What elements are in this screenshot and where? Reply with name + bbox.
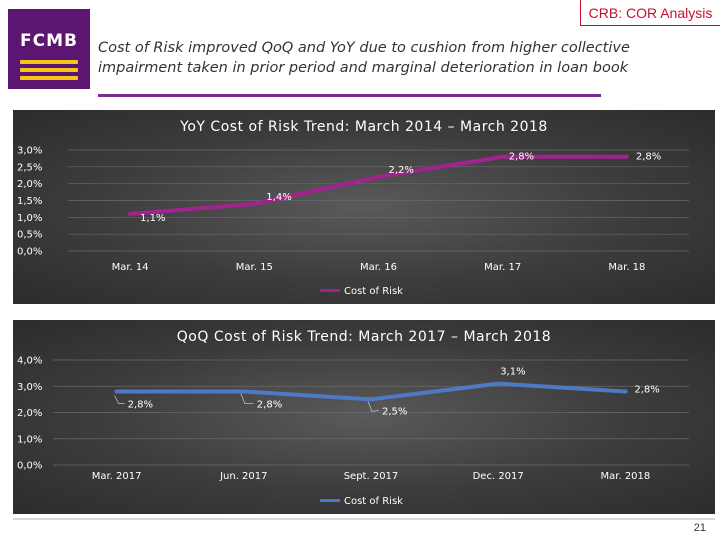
data-label-leader — [368, 401, 379, 411]
legend — [320, 286, 403, 297]
data-point — [242, 390, 246, 394]
data-point — [128, 212, 132, 216]
data-point — [369, 397, 373, 401]
y-tick-label: 3,0% — [17, 145, 43, 157]
section-tag: CRB: COR Analysis — [580, 0, 720, 26]
x-tick-label: Jun. 2017 — [220, 471, 268, 482]
qoq-chart-title: QoQ Cost of Risk Trend: March 2017 – March 2018 — [176, 329, 552, 345]
legend — [320, 496, 403, 507]
y-tick-label: 1,0% — [17, 434, 43, 446]
page-headline: Cost of Risk improved QoQ and YoY due to cushion from higher collective impairment taken in prior period and marginal deterioration in loan book — [98, 40, 630, 76]
x-tick-label: Mar. 14 — [111, 262, 149, 273]
data-label: 1,1% — [140, 212, 166, 224]
y-tick-label: 1,0% — [17, 212, 43, 224]
data-point — [501, 155, 505, 159]
data-label: 1,4% — [266, 191, 292, 203]
y-tick-label: 2,5% — [17, 162, 43, 174]
y-tick-label: 4,0% — [17, 355, 43, 367]
fcmb-logo — [8, 9, 90, 89]
data-point — [377, 175, 381, 179]
x-tick-label: Mar. 2017 — [91, 471, 142, 482]
x-tick-label: Dec. 2017 — [472, 471, 524, 482]
y-tick-label: 0,0% — [17, 460, 43, 472]
legend-label: Cost of Risk — [344, 496, 403, 507]
data-point — [625, 155, 629, 159]
x-tick-label: Mar. 18 — [608, 262, 646, 273]
data-label: 2,2% — [388, 164, 414, 176]
yoy-chart-panel — [13, 110, 715, 304]
qoq-chart-panel — [13, 320, 715, 514]
y-tick-label: 1,5% — [17, 196, 43, 207]
data-label: 2,8% — [256, 399, 283, 411]
y-tick-label: 2,0% — [17, 179, 43, 191]
data-point — [623, 390, 627, 394]
y-tick-label: 2,0% — [17, 408, 43, 419]
x-tick-label: Mar. 17 — [484, 262, 522, 273]
legend-label: Cost of Risk — [344, 286, 403, 297]
y-tick-label: 3,0% — [17, 381, 43, 393]
series-line-cost-of-risk — [130, 157, 627, 214]
data-label: 2,5% — [382, 406, 408, 418]
data-label: 2,8% — [635, 151, 662, 163]
logo-text: FCMB — [20, 31, 78, 51]
x-tick-label: Mar. 2018 — [600, 471, 651, 482]
title-underline — [98, 94, 601, 97]
footer-rule — [13, 518, 715, 520]
yoy-chart-title: YoY Cost of Risk Trend: March 2014 – March 2018 — [180, 119, 548, 135]
logo-stripe — [20, 60, 78, 64]
data-label: 2,8% — [508, 151, 535, 163]
x-tick-label: Mar. 15 — [235, 262, 273, 273]
data-label: 2,8% — [127, 399, 154, 411]
x-tick-label: Sept. 2017 — [343, 471, 399, 482]
data-point — [252, 202, 256, 206]
y-tick-label: 0,0% — [17, 246, 43, 258]
logo-stripe — [20, 68, 78, 72]
page-number: 21 — [693, 522, 706, 534]
data-label: 3,1% — [500, 366, 526, 378]
y-tick-label: 0,5% — [17, 229, 43, 241]
yoy-chart-svg — [13, 110, 715, 304]
logo-stripe — [20, 76, 78, 80]
x-tick-label: Mar. 16 — [359, 262, 398, 273]
data-label-leader — [115, 396, 125, 404]
qoq-chart-svg — [13, 320, 715, 514]
data-point — [115, 390, 119, 394]
data-label-leader — [241, 394, 254, 404]
data-label: 2,8% — [634, 384, 660, 396]
data-point — [496, 382, 500, 386]
